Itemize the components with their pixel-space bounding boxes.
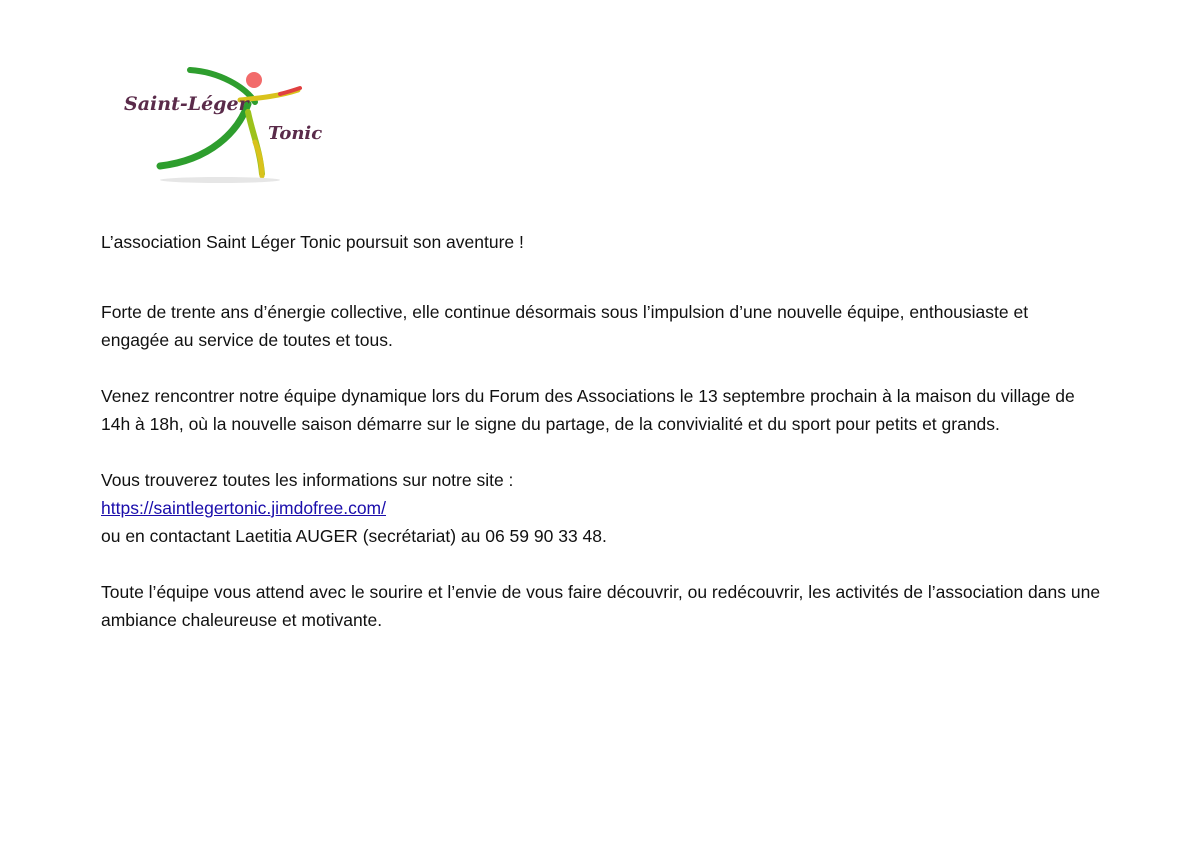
logo-text-line2: Tonic	[268, 123, 323, 144]
logo-figure-icon	[120, 62, 340, 192]
association-logo	[120, 62, 340, 192]
website-link[interactable]: https://saintlegertonic.jimdofree.com/	[101, 498, 386, 518]
info-line: Vous trouverez toutes les informations sur notre site :	[101, 470, 514, 490]
paragraph-history: Forte de trente ans d’énergie collective, elle continue désormais sous l’impulsion d’une nouvelle équipe, enthousiaste et engagée au service de toutes et tous.	[101, 302, 1029, 350]
document-body	[101, 228, 1101, 634]
intro-line: L’association Saint Léger Tonic poursuit son aventure !	[101, 232, 524, 252]
closing-paragraph: Toute l’équipe vous attend avec le sourire et l’envie de vous faire découvrir, ou redécouvrir, les activités de l’association dans une ambiance chaleureuse et motivante.	[101, 582, 1101, 630]
logo-text-line1: Saint-Léger	[124, 93, 249, 115]
contact-line: ou en contactant Laetitia AUGER (secrétariat) au 06 59 90 33 48.	[101, 526, 607, 546]
paragraph-forum: Venez rencontrer notre équipe dynamique lors du Forum des Associations le 13 septembre prochain à la maison du village de 14h à 18h, où la nouvelle saison démarre sur le signe du partage, de la convivialité et du sport pour petits et grands.	[101, 386, 1075, 434]
